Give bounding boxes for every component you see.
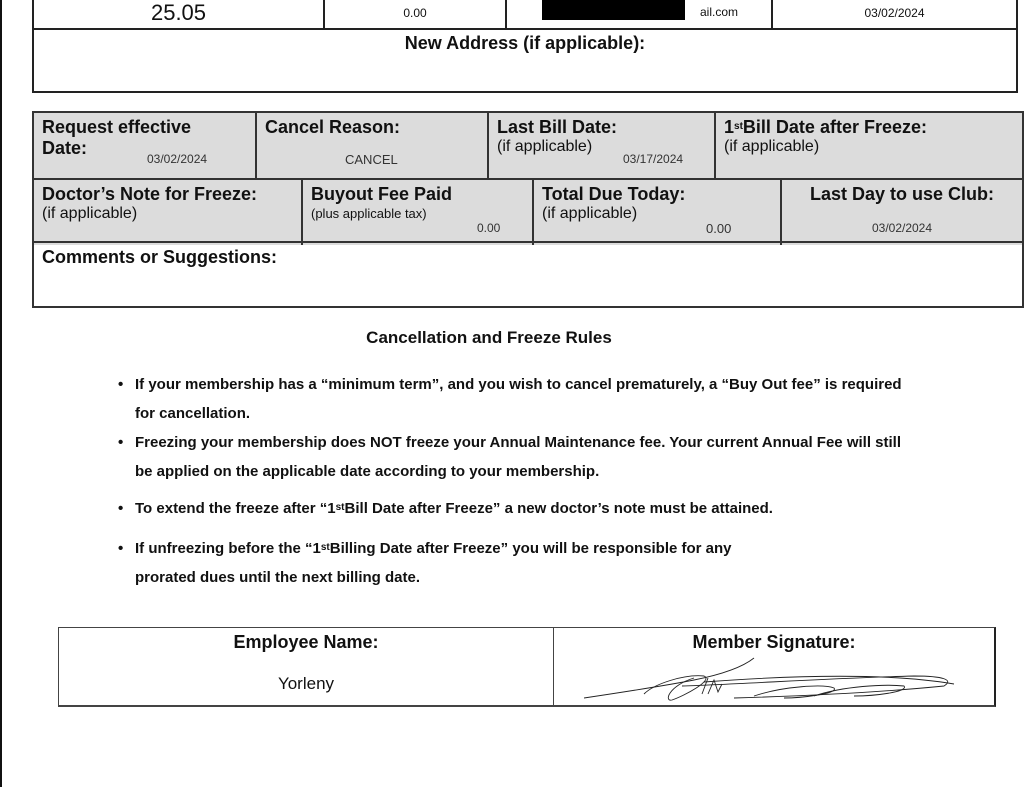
bullet-icon: • — [118, 500, 124, 517]
grid-row-1 — [32, 111, 1024, 178]
buyout-fee-label: Buyout Fee Paid — [311, 184, 453, 204]
last-day-club-label: Last Day to use Club: — [809, 184, 995, 204]
total-due-today-label: Total Due Today: — [542, 184, 686, 204]
request-details-grid — [32, 111, 1024, 245]
first-bill-after-freeze-label: 1stBill Date after Freeze: — [724, 117, 927, 137]
last-day-club-value: 03/02/2024 — [871, 221, 933, 235]
last-bill-date-value: 03/17/2024 — [623, 152, 684, 166]
buyout-fee-sub: (plus applicable tax) — [311, 206, 427, 221]
total-due-today-value: 0.00 — [706, 221, 732, 236]
member-signature-field[interactable] — [554, 628, 994, 705]
cancel-reason-label: Cancel Reason: — [265, 117, 401, 137]
comments-field[interactable] — [32, 241, 1024, 308]
bullet-icon: • — [118, 434, 124, 451]
signature-table — [58, 627, 996, 707]
cancel-reason-value: CANCEL — [345, 152, 398, 167]
doctors-note-sub: (if applicable) — [42, 205, 138, 222]
rules-title: Cancellation and Freeze Rules — [366, 328, 612, 347]
total-due-today-sub: (if applicable) — [542, 205, 638, 222]
email-cell — [507, 0, 773, 28]
doctors-note-label: Doctor’s Note for Freeze: — [42, 184, 258, 204]
grid-row-2 — [32, 178, 1024, 245]
new-address-label: New Address (if applicable): — [404, 33, 646, 53]
date-value: 03/02/2024 — [864, 6, 925, 20]
fee-cell — [325, 0, 507, 28]
email-value: ail.com — [699, 5, 738, 19]
member-signature-label: Member Signature: — [692, 632, 856, 652]
amount-cell — [34, 0, 325, 28]
amount-value: 25.05 — [150, 0, 207, 25]
request-effective-date-field[interactable] — [34, 113, 257, 178]
last-bill-date-sub: (if applicable) — [497, 138, 593, 155]
top-info-row — [32, 0, 1018, 30]
bullet-icon: • — [118, 540, 124, 557]
bullet-icon: • — [118, 376, 124, 393]
doctors-note-field[interactable] — [34, 180, 303, 245]
rule-item: • If unfreezing before the “1stBilling Date after Freeze” you will be responsible for any prorated dues until the next billing date. — [118, 534, 1018, 592]
last-day-club-field[interactable] — [782, 180, 1022, 245]
employee-name-value: Yorleny — [277, 674, 335, 693]
first-bill-after-freeze-field[interactable] — [716, 113, 1022, 178]
rule-item: • To extend the freeze after “1stBill Date after Freeze” a new doctor’s note must be attained. — [118, 494, 1018, 523]
request-effective-date-value: 03/02/2024 — [147, 152, 208, 166]
rule-item: • If your membership has a “minimum term”, and you wish to cancel prematurely, a “Buy Out fee” is required for cancellation. — [118, 370, 1018, 428]
date-cell — [773, 0, 1016, 28]
first-bill-after-freeze-sub: (if applicable) — [724, 138, 820, 155]
redaction-block — [542, 0, 685, 20]
total-due-today-field[interactable] — [534, 180, 782, 245]
fee-value: 0.00 — [403, 6, 427, 20]
last-bill-date-label: Last Bill Date: — [497, 117, 618, 137]
signature-scribble-icon — [584, 656, 964, 706]
cancel-reason-field[interactable] — [257, 113, 489, 178]
buyout-fee-value: 0.00 — [477, 221, 501, 235]
last-bill-date-field[interactable] — [489, 113, 716, 178]
comments-label: Comments or Suggestions: — [42, 247, 278, 267]
buyout-fee-field[interactable] — [303, 180, 534, 245]
employee-name-field[interactable] — [59, 628, 554, 705]
rule-item: • Freezing your membership does NOT freeze your Annual Maintenance fee. Your current Annual Fee will still be applied on the applicable date according to your membership. — [118, 428, 1018, 486]
request-effective-date-label-2: Date: — [42, 138, 88, 158]
new-address-field[interactable] — [32, 28, 1018, 93]
employee-name-label: Employee Name: — [233, 632, 379, 652]
request-effective-date-label-1: Request effective — [42, 117, 192, 137]
page-edge-line — [0, 0, 2, 787]
